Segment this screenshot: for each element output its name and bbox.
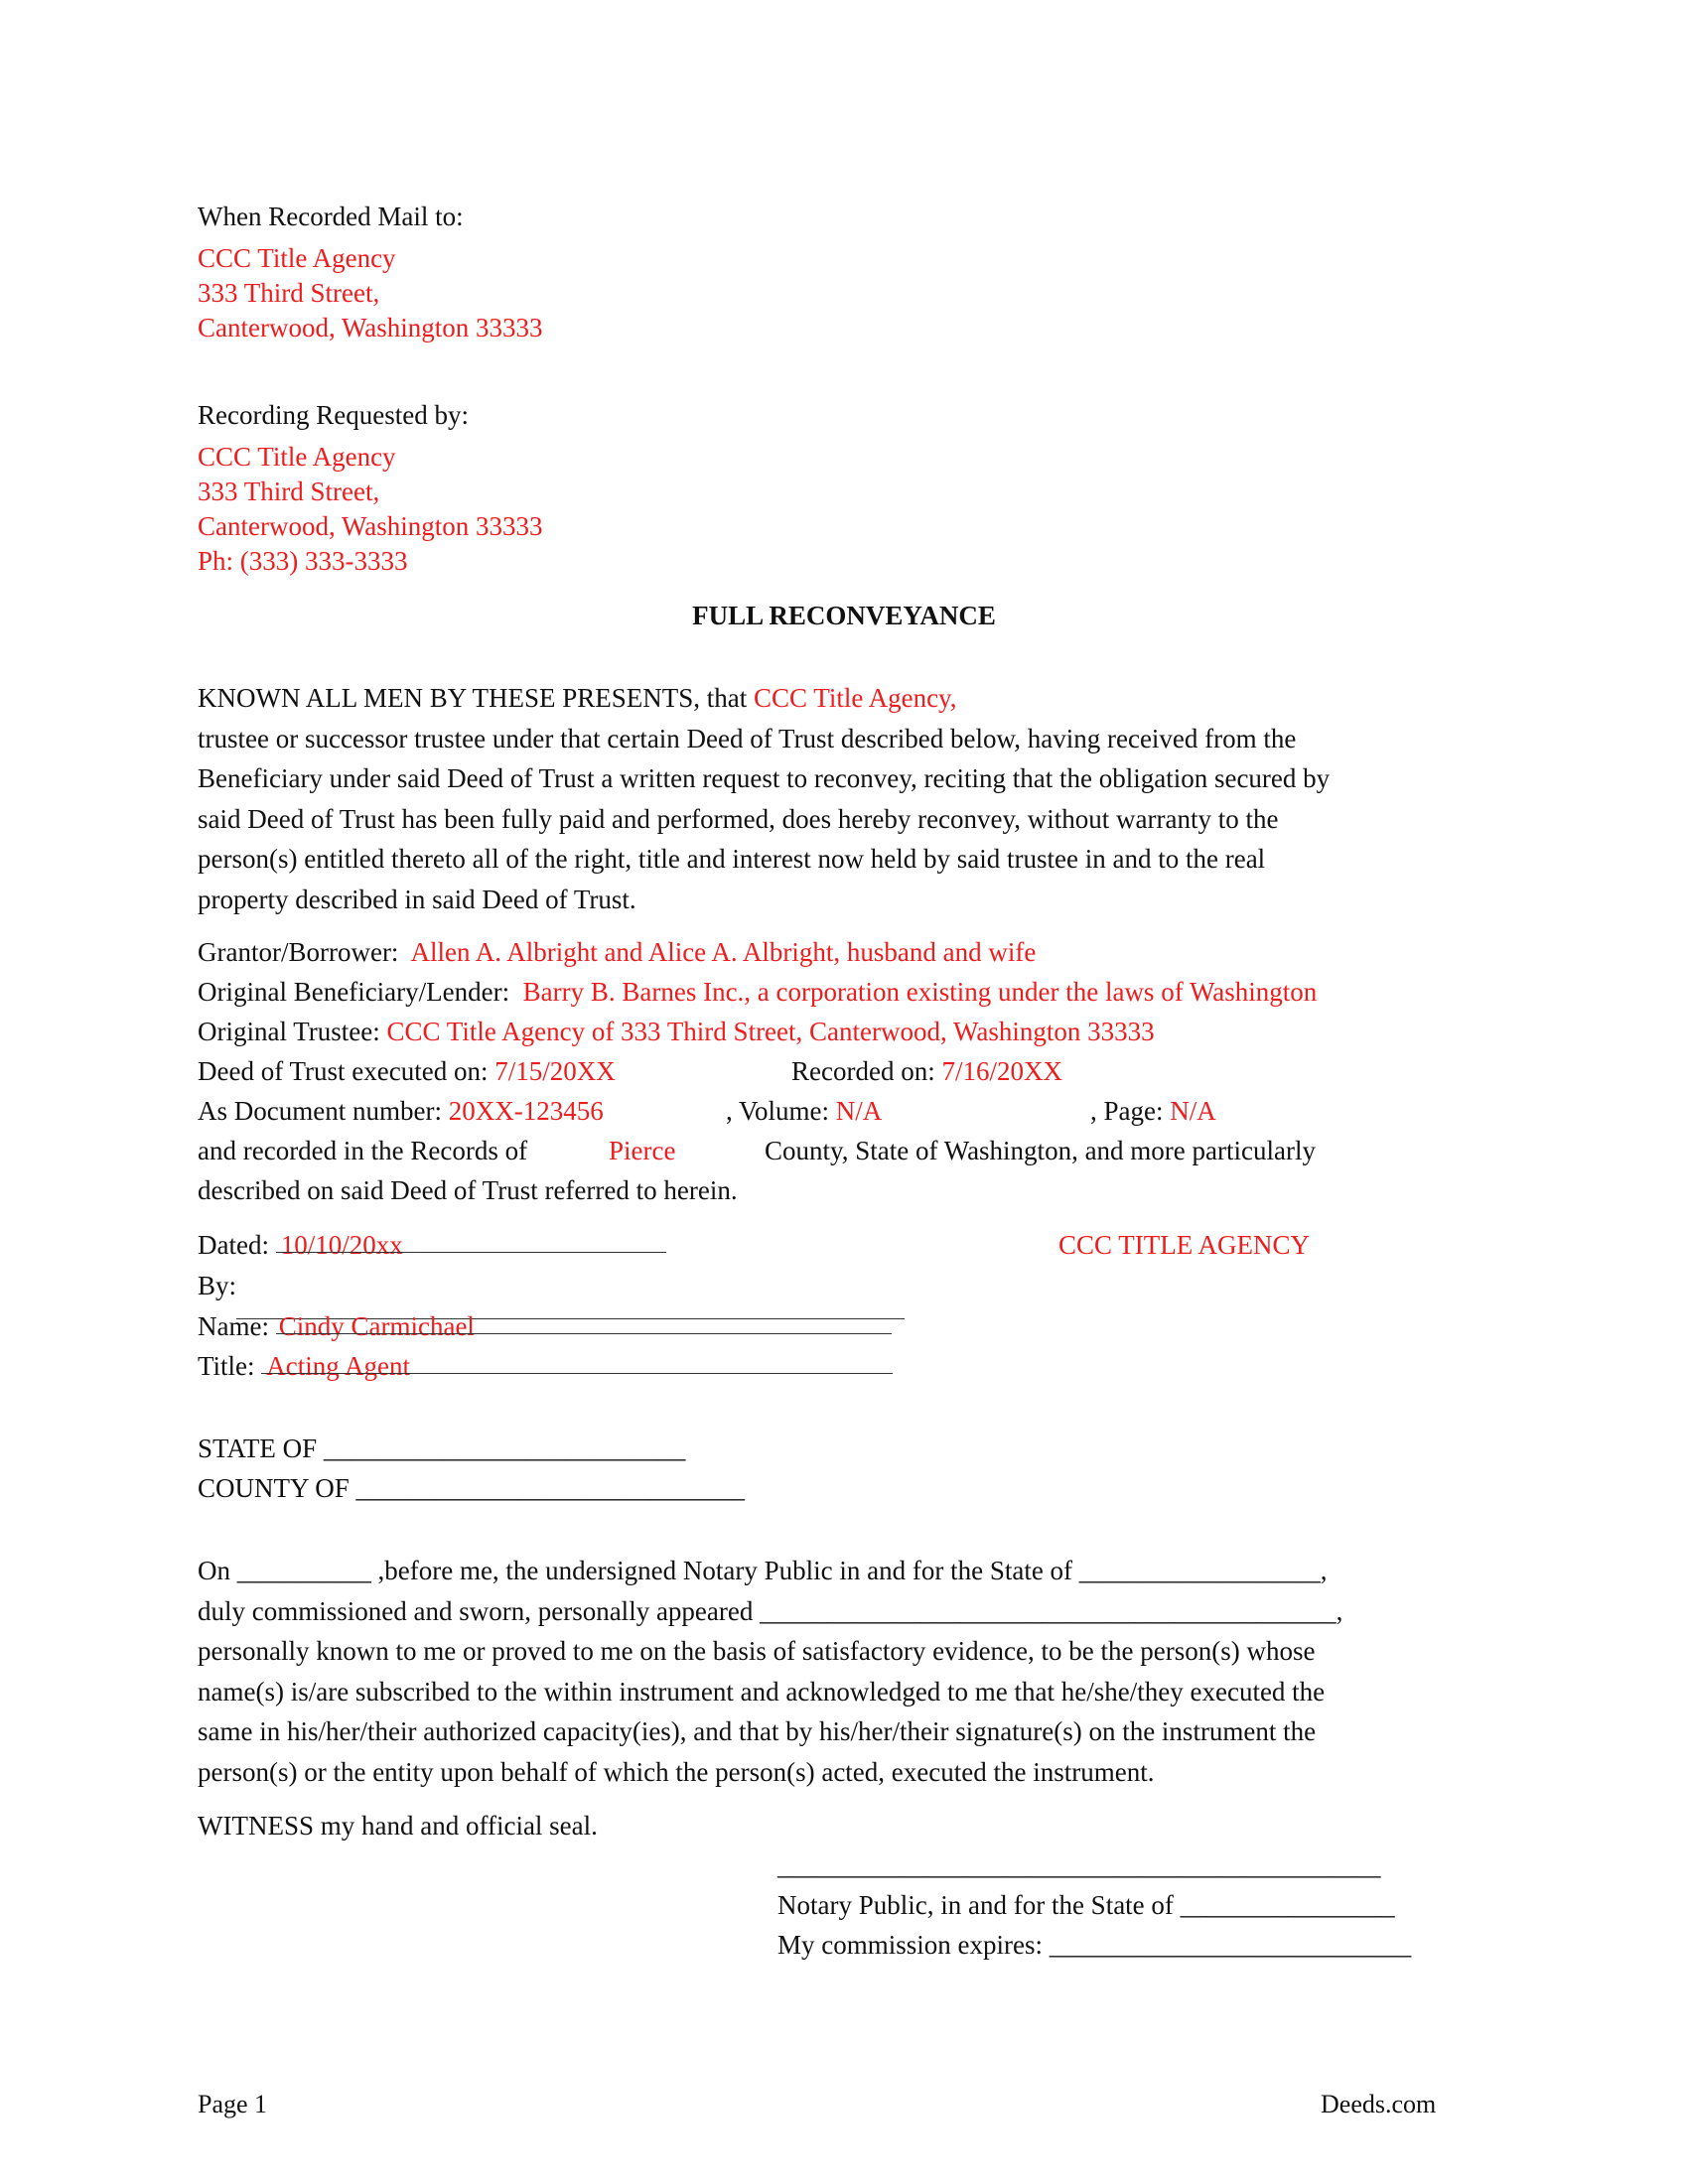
requested-by-city: Canterwood, Washington 33333 (198, 511, 543, 541)
page-label: , Page: (1090, 1096, 1164, 1126)
notary-line: duly commissioned and sworn, personally appeared ___________________________________________, (198, 1595, 1343, 1626)
intro-line: said Deed of Trust has been fully paid and performed, does hereby reconvey, without warranty to the (198, 803, 1279, 834)
witness-line: WITNESS my hand and official seal. (198, 1811, 598, 1841)
state-of-line: STATE OF ___________________________ (198, 1433, 686, 1463)
dated-value: 10/10/20xx (280, 1230, 403, 1260)
name-row (198, 1309, 892, 1344)
trustee-label: Original Trustee: (198, 1017, 380, 1046)
dated-label: Dated: (198, 1230, 269, 1260)
recorded-label: Recorded on: (791, 1056, 935, 1086)
dated-line (276, 1228, 666, 1263)
trustee-row (198, 1015, 1155, 1049)
volume-label: , Volume: (726, 1096, 830, 1126)
grantor-label: Grantor/Borrower: (198, 937, 399, 967)
notary-signature-line: _____________________________________________ (777, 1850, 1381, 1880)
intro-line: person(s) entitled thereto all of the right, title and interest now held by said trustee in and to the real (198, 844, 1266, 874)
commission-expires-line: My commission expires: ___________________________ (777, 1930, 1412, 1960)
grantor-row (198, 935, 1036, 970)
notary-public-line: Notary Public, in and for the State of ________________ (777, 1890, 1395, 1920)
title-label: Title: (198, 1351, 255, 1381)
intro-line: Beneficiary under said Deed of Trust a written request to reconvey, reciting that the obligation secured by (198, 763, 1331, 793)
beneficiary-label: Original Beneficiary/Lender: (198, 977, 510, 1007)
executed-value: 7/15/20XX (494, 1056, 616, 1086)
notary-line: person(s) or the entity upon behalf of which the person(s) acted, executed the instrument. (198, 1756, 1155, 1787)
recorded-value: 7/16/20XX (941, 1056, 1062, 1086)
intro-paragraph (198, 678, 1488, 919)
page-row (1090, 1094, 1216, 1129)
name-value: Cindy Carmichael (278, 1311, 475, 1341)
notary-line: personally known to me or proved to me on the basis of satisfactory evidence, to be the person(s) whose (198, 1636, 1316, 1666)
executed-row (198, 1054, 616, 1089)
by-label: By: (198, 1271, 237, 1300)
requested-by-phone: Ph: (333) 333-3333 (198, 546, 408, 576)
requested-by-name: CCC Title Agency (198, 442, 396, 472)
name-label: Name: (198, 1311, 269, 1341)
executed-label: Deed of Trust executed on: (198, 1056, 489, 1086)
dated-row (198, 1228, 666, 1263)
agency-name: CCC TITLE AGENCY (1058, 1230, 1311, 1260)
trustee-value: CCC Title Agency of 333 Third Street, Canterwood, Washington 33333 (386, 1017, 1155, 1046)
beneficiary-row (198, 975, 1317, 1010)
page-number: Page 1 (198, 2090, 268, 2118)
docnum-row (198, 1094, 604, 1129)
notary-line: name(s) is/are subscribed to the within instrument and acknowledged to me that he/she/they executed the (198, 1676, 1326, 1706)
title-line (261, 1349, 893, 1384)
mail-to-street: 333 Third Street, (198, 278, 380, 308)
mail-to-block (198, 200, 543, 345)
mail-to-label: When Recorded Mail to: (198, 202, 464, 231)
name-line (276, 1309, 892, 1344)
intro-line: trustee or successor trustee under that certain Deed of Trust described below, having received from the (198, 723, 1297, 753)
requested-by-block (198, 398, 543, 579)
described-line: described on said Deed of Trust referred to herein. (198, 1175, 738, 1205)
notary-paragraph (198, 1551, 1488, 1792)
intro-line: property described in said Deed of Trust. (198, 884, 636, 914)
docnum-label: As Document number: (198, 1096, 442, 1126)
mail-to-city: Canterwood, Washington 33333 (198, 313, 543, 342)
volume-row (726, 1094, 882, 1129)
volume-value: N/A (835, 1096, 883, 1126)
beneficiary-value: Barry B. Barnes Inc., a corporation existing under the laws of Washington (522, 977, 1318, 1007)
page-value: N/A (1170, 1096, 1216, 1126)
grantor-value: Allen A. Albright and Alice A. Albright, husband and wife (410, 937, 1037, 967)
site-name: Deeds.com (1321, 2090, 1437, 2118)
notary-line: On __________ ,before me, the undersigned Notary Public in and for the State of __________________, (198, 1556, 1328, 1585)
county-value: Pierce (609, 1136, 676, 1165)
intro-trustee: CCC Title Agency, (754, 683, 957, 713)
docnum-value: 20XX-123456 (448, 1096, 604, 1126)
notary-line: same in his/her/their authorized capacity(ies), and that by his/her/their signature(s) on the instrument the (198, 1716, 1317, 1746)
title-value: Acting Agent (266, 1351, 411, 1381)
requested-by-label: Recording Requested by: (198, 400, 469, 430)
records-label: and recorded in the Records of (198, 1136, 528, 1165)
intro-lead: KNOWN ALL MEN BY THESE PRESENTS, that (198, 683, 754, 713)
mail-to-name: CCC Title Agency (198, 243, 396, 273)
county-tail: County, State of Washington, and more particularly (765, 1136, 1316, 1165)
recorded-row (791, 1054, 1062, 1089)
requested-by-street: 333 Third Street, (198, 477, 380, 506)
county-of-line: COUNTY OF _____________________________ (198, 1473, 746, 1503)
title-row (198, 1349, 893, 1384)
by-row (198, 1269, 905, 1303)
document-title: FULL RECONVEYANCE (692, 601, 996, 630)
